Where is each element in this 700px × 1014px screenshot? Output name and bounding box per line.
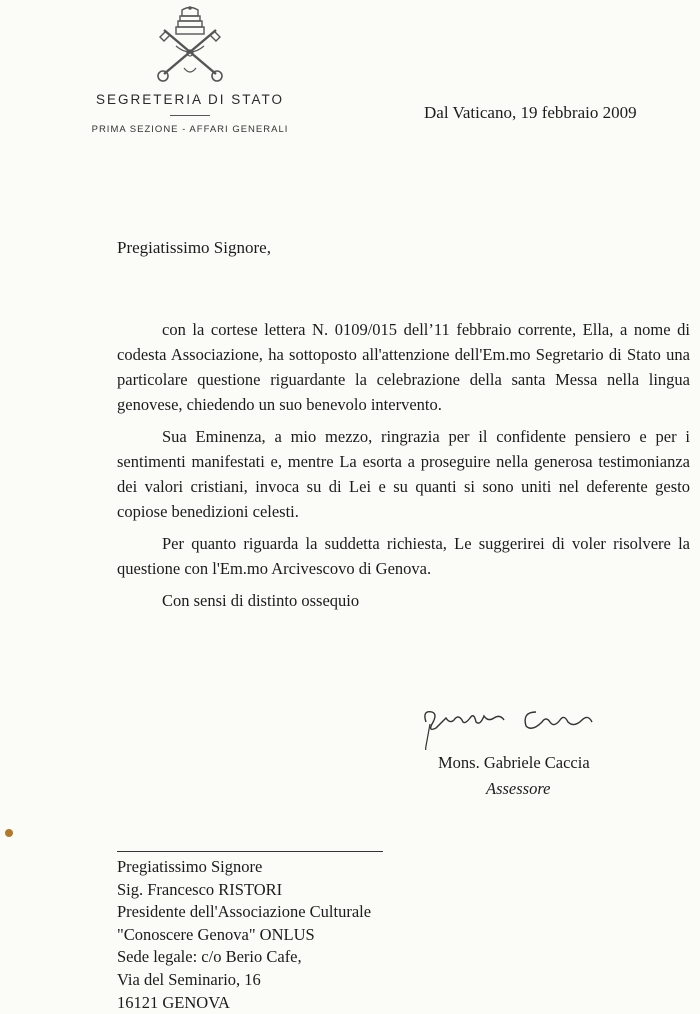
- handwritten-signature: [418, 700, 608, 750]
- salutation: Pregiatissimo Signore,: [117, 238, 271, 257]
- address-line: 16121 GENOVA: [117, 992, 230, 1012]
- body-paragraph: Sua Eminenza, a mio mezzo, ringrazia per il confidente pensiero e per i sentimenti manifestati e, mentre La esorta a proseguire nella generosa testimonianza dei valori cristiani, invoca su di Lei e su quanti si sono uniti nel deferente gesto copiose benedizioni celesti.: [117, 427, 690, 521]
- paper-stain: [5, 829, 13, 837]
- papal-coat-of-arms-icon: [154, 6, 226, 86]
- address-divider: [117, 851, 383, 852]
- body-paragraph: Per quanto riguarda la suddetta richiesta, Le suggerirei di voler risolvere la questione con l'Em.mo Arcivescovo di Genova.: [117, 534, 690, 578]
- address-line: Presidente dell'Associazione Culturale: [117, 902, 372, 922]
- recipient-address: [117, 856, 371, 1014]
- address-line: "Conoscere Genova" ONLUS: [117, 924, 315, 944]
- address-line: Sede legale: c/o Berio Cafe,: [117, 947, 302, 967]
- letter-body: [117, 317, 690, 620]
- signer-role: Assessore: [486, 779, 551, 798]
- letterhead: [70, 6, 310, 135]
- office-title: SEGRETERIA DI STATO: [95, 92, 285, 107]
- office-section: PRIMA SEZIONE - AFFARI GENERALI: [91, 124, 289, 135]
- address-line: Pregiatissimo Signore: [117, 857, 263, 876]
- letter-date: Dal Vaticano, 19 febbraio 2009: [424, 103, 637, 122]
- body-paragraph: con la cortese lettera N. 0109/015 dell’11 febbraio corrente, Ella, a nome di codesta Associazione, ha sottoposto all'attenzione dell'Em.mo Segretario di Stato una particolare questione riguardante la celebrazione della santa Messa nella lingua genovese, chiedendo un suo benevolo intervento.: [117, 320, 690, 414]
- address-line: Sig. Francesco RISTORI: [117, 879, 283, 899]
- closing-line: Con sensi di distinto ossequio: [162, 591, 360, 610]
- letterhead-divider: [170, 115, 210, 116]
- signer-name: Mons. Gabriele Caccia: [438, 753, 590, 772]
- address-line: Via del Seminario, 16: [117, 969, 261, 989]
